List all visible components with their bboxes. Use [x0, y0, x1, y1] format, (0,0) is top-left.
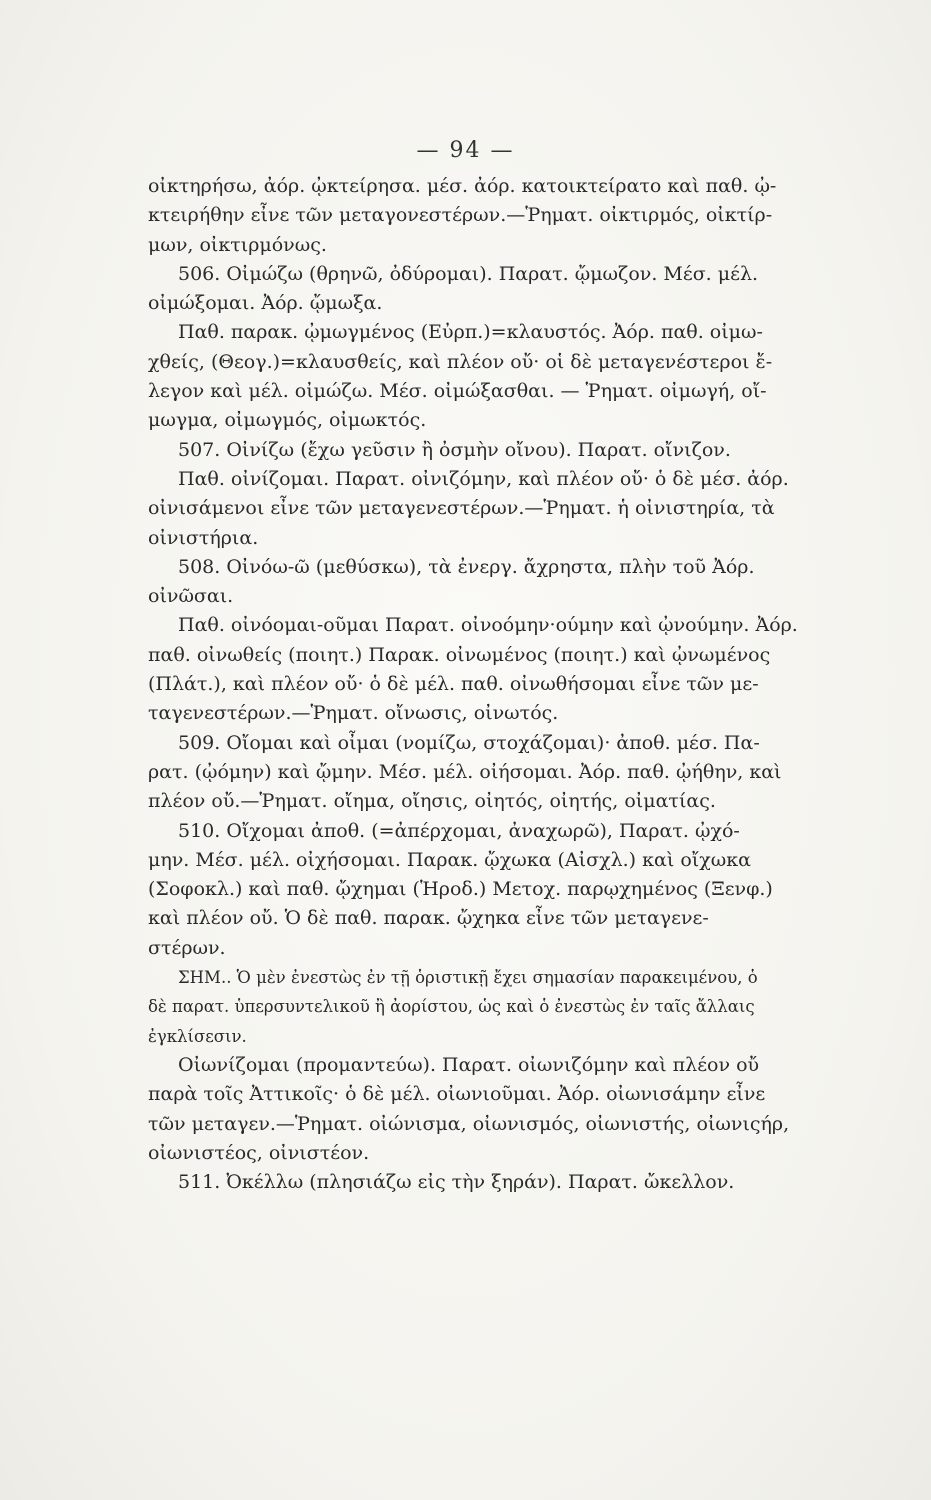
text-line: οἰμώξομαι. Ἀόρ. ᾤμωξα. [148, 292, 383, 315]
page-number: — 94 — [416, 138, 515, 163]
text-line: Παθ. παρακ. ᾠμωγμένος (Εὐρπ.)=κλαυστός. Ἀόρ. παθ. οἰμω- [178, 321, 763, 344]
text-line: (Σοφοκλ.) καὶ παθ. ᾤχημαι (Ἡροδ.) Μετοχ. παρῳχημένος (Ξενφ.) [148, 878, 773, 901]
entry-511: 511. Ὀκέλλω (πλησιάζω εἰς τὴν ξηράν). Παρατ. ὤκελλον. [178, 1171, 735, 1194]
entry-510: 510. Οἴχομαι ἀποθ. (=ἀπέρχομαι, ἀναχωρῶ), Παρατ. ᾠχό- [178, 819, 740, 842]
text-line: μην. Μέσ. μέλ. οἰχήσομαι. Παρακ. ᾤχωκα (Αἰσχλ.) καὶ οἴχωκα [148, 848, 751, 871]
text-line: τῶν μεταγεν.—Ῥηματ. οἰώνισμα, οἰωνισμός, οἰωνιστής, οἰωνιςήρ, [148, 1112, 790, 1135]
entry-508: 508. Οἰνόω-ῶ (μεθύσκω), τὰ ἐνεργ. ἄχρηστα, πλὴν τοῦ Ἀόρ. [178, 555, 755, 578]
text-line: ρατ. (ᾠόμην) καὶ ᾤμην. Μέσ. μέλ. οἰήσομαι. Ἀόρ. παθ. ᾠήθην, καὶ [148, 760, 782, 783]
text-line: οἰνισάμενοι εἶνε τῶν μεταγενεστέρων.—Ῥηματ. ἡ οἰνιστηρία, τὰ [148, 497, 775, 520]
text-line: οἰκτηρήσω, ἀόρ. ᾠκτείρησα. μέσ. ἀόρ. κατοικτείρατο καὶ παθ. ᾠ- [148, 175, 777, 197]
text-line: κτειρήθην εἶνε τῶν μεταγονεστέρων.—Ῥηματ. οἰκτιρμός, οἰκτίρ- [148, 204, 773, 227]
note-line: δὲ παρατ. ὑπερσυντελικοῦ ἢ ἀορίστου, ὡς καὶ ὁ ἐνεστὼς ἐν ταῖς ἄλλαις [148, 997, 755, 1017]
entry-oionizomai: Οἰωνίζομαι (προμαντεύω). Παρατ. οἰωνιζόμην καὶ πλέον οὔ [178, 1053, 760, 1076]
text-line: στέρων. [148, 936, 226, 959]
text-line: παρὰ τοῖς Ἀττικοῖς· ὁ δὲ μέλ. οἰωνιοῦμαι. Ἀόρ. οἰωνισάμην εἶνε [148, 1083, 766, 1106]
text-line: ταγενεστέρων.—Ῥηματ. οἴνωσις, οἰνωτός. [148, 702, 559, 725]
text-line: (Πλάτ.), καὶ πλέον οὔ· ὁ δὲ μέλ. παθ. οἰνωθήσομαι εἶνε τῶν με- [148, 673, 759, 696]
entry-506: 506. Οἰμώζω (θρηνῶ, ὀδύρομαι). Παρατ. ᾤμωζον. Μέσ. μέλ. [178, 262, 759, 285]
note-line: ΣΗΜ.. Ὁ μὲν ἐνεστὼς ἐν τῇ ὁριστικῇ ἔχει σημασίαν παρακειμένου, ὁ [178, 968, 758, 988]
text-line: οἰνιστήρια. [148, 526, 259, 549]
text-line: χθείς, (Θεογ.)=κλαυσθείς, καὶ πλέον οὔ· οἱ δὲ μεταγενέστεροι ἔ- [148, 350, 773, 373]
text-line: μωγμα, οἰμωγμός, οἰμωκτός. [148, 409, 427, 432]
text-body [148, 172, 828, 1197]
entry-507: 507. Οἰνίζω (ἔχω γεῦσιν ἢ ὀσμὴν οἴνου). Παρατ. οἴνιζον. [178, 438, 731, 461]
text-line: παθ. οἰνωθείς (ποιητ.) Παρακ. οἰνωμένος (ποιητ.) καὶ ᾠνωμένος [148, 643, 771, 666]
text-line: πλέον οὔ.—Ῥηματ. οἴημα, οἴησις, οἰητός, οἰητής, οἰματίας. [148, 790, 716, 813]
note-line: ἐγκλίσεσιν. [148, 1026, 247, 1046]
text-line: Παθ. οἰνίζομαι. Παρατ. οἰνιζόμην, καὶ πλέον οὔ· ὁ δὲ μέσ. ἀόρ. [178, 467, 789, 490]
text-line: λεγον καὶ μέλ. οἰμώζω. Μέσ. οἰμώξασθαι. — Ῥηματ. οἰμωγή, οἴ- [148, 380, 767, 403]
text-line: καὶ πλέον οὔ. Ὁ δὲ παθ. παρακ. ᾤχηκα εἶνε τῶν μεταγενε- [148, 907, 709, 930]
text-line: μων, οἰκτιρμόνως. [148, 233, 327, 256]
text-line: οἰνῶσαι. [148, 585, 234, 608]
text-line: Παθ. οἰνόομαι-οῦμαι Παρατ. οἰνοόμην·ούμην καὶ ᾠνούμην. Ἀόρ. [178, 614, 798, 637]
text-line: οἰωνιστέος, οἰνιστέον. [148, 1141, 370, 1164]
entry-509: 509. Οἴομαι καὶ οἶμαι (νομίζω, στοχάζομαι)· ἀποθ. μέσ. Πα- [178, 731, 760, 754]
